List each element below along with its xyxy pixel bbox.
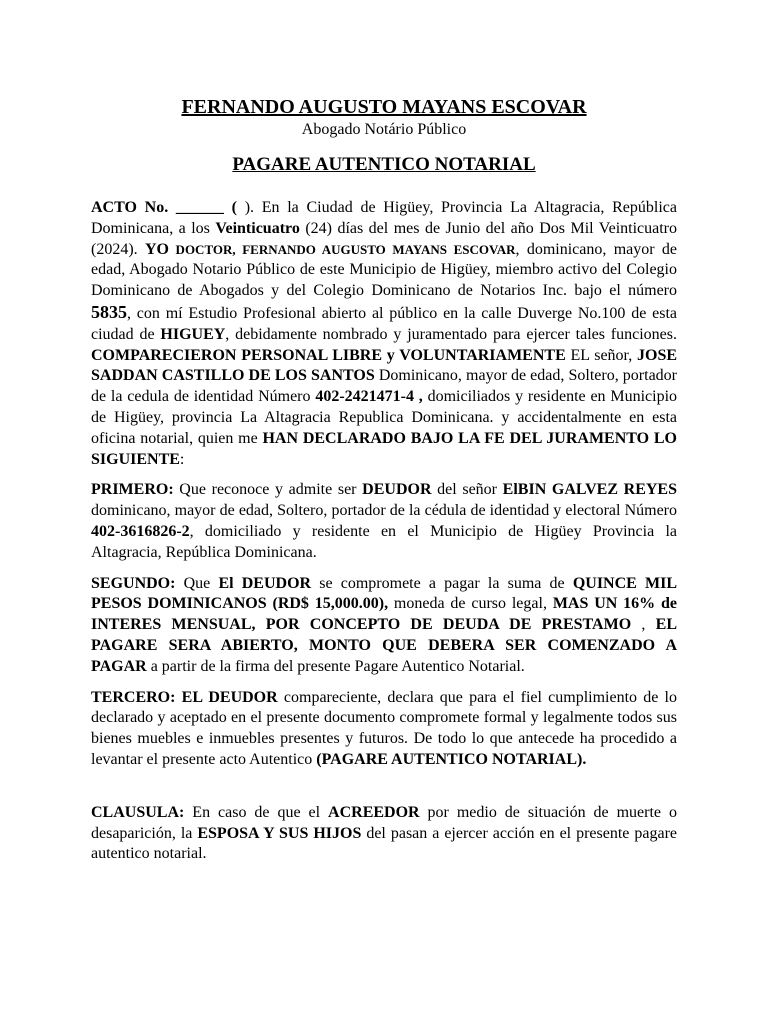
clausula-label: CLAUSULA: bbox=[91, 803, 185, 821]
clausula-text: por medio de situación de muerte o desaparición, la bbox=[91, 803, 677, 842]
paragraph-segundo bbox=[91, 574, 677, 678]
primero-text: dominicano, mayor de edad, Soltero, portador de la cédula de identidad y electoral Número bbox=[91, 502, 677, 520]
document-title: PAGARE AUTENTICO NOTARIAL bbox=[232, 154, 536, 175]
acto-notary-number: 5835 bbox=[91, 301, 127, 322]
segundo-text: moneda de curso legal, bbox=[388, 595, 553, 613]
paragraph-primero bbox=[91, 480, 677, 563]
paragraph-clausula bbox=[91, 803, 677, 865]
acto-debtor-name: JOSE SADDAN CASTILLO DE LOS SANTOS bbox=[91, 346, 678, 385]
primero-text: Que reconoce y admite ser bbox=[173, 481, 363, 499]
tercero-text: compareciente, declara que para el fiel cumplimiento de lo declarado y aceptado en el presente documento compromete formal y legalmente todos sus bienes muebles e inmuebles presentes y futuros. De todo lo que antecede ha procedido a levantar el presente acto Autentico bbox=[91, 688, 678, 768]
primero-label: PRIMERO: bbox=[91, 481, 174, 499]
segundo-text: se compromete a pagar la suma de bbox=[311, 574, 573, 592]
acto-text: , dominicano, mayor de edad, Abogado Notario Público de este Municipio de Higüey, miembro activo del Colegio Dominicano de Abogados y del Colegio Dominicano de Notarios Inc. bajo el número bbox=[91, 240, 677, 300]
clausula-heirs: ESPOSA Y SUS HIJOS bbox=[197, 824, 362, 842]
acto-declaration: HAN DECLARADO BAJO LA FE DEL JURAMENTO LO SIGUIENTE bbox=[91, 429, 677, 468]
clausula-acreedor: ACREEDOR bbox=[328, 803, 420, 821]
paragraph-acto bbox=[91, 198, 677, 470]
acto-text: (24) días del mes de Junio del año Dos Mil Veinticuatro (2024). bbox=[91, 219, 678, 258]
primero-text: del señor bbox=[431, 481, 503, 499]
segundo-text: , bbox=[631, 616, 656, 634]
acto-label: ACTO No. ______ ( bbox=[91, 199, 237, 216]
acto-notary-name: DOCTOR, FERNANDO AUGUSTO MAYANS ESCOVAR bbox=[168, 241, 516, 257]
primero-creditor-name: ElBIN GALVEZ REYES bbox=[502, 481, 677, 499]
clausula-text: del pasan a ejercer acción en el presente pagare autentico notarial. bbox=[91, 824, 678, 863]
acto-text: domiciliados y residente en Municipio de Higüey, provincia La Altagracia Republica Dominicana. y accidentalmente en esta oficina notarial, quien me bbox=[91, 388, 678, 447]
primero-text: , domiciliado y residente en el Municipio de Higüey Provincia la Altagracia, República Dominicana. bbox=[91, 522, 677, 561]
tercero-label: TERCERO: EL DEUDOR bbox=[91, 688, 278, 706]
notary-title: Abogado Notário Público bbox=[301, 121, 467, 138]
acto-text: : bbox=[179, 450, 185, 468]
segundo-label: SEGUNDO: bbox=[91, 574, 176, 592]
document-body bbox=[91, 198, 677, 875]
primero-creditor-id: 402-3616826-2 bbox=[91, 522, 190, 540]
acto-comparecieron: COMPARECIERON PERSONAL LIBRE y VOLUNTARIAMENTE bbox=[91, 346, 566, 364]
acto-city: HIGUEY bbox=[160, 325, 226, 343]
primero-deudor: DEUDOR bbox=[362, 481, 432, 499]
acto-text: Dominicano, mayor de edad, Soltero, portador de la cedula de identidad Número bbox=[91, 367, 678, 406]
acto-text: , con mí Estudio Profesional abierto al público en la calle Duverge No.100 de esta ciudad de bbox=[91, 304, 677, 343]
paragraph-tercero bbox=[91, 688, 677, 771]
segundo-deudor: El DEUDOR bbox=[218, 574, 312, 592]
acto-text: EL señor, bbox=[565, 346, 637, 364]
segundo-text: a partir de la firma del presente Pagare Autentico Notarial. bbox=[146, 657, 525, 675]
acto-debtor-id: 402-2421471-4 , bbox=[315, 388, 423, 406]
segundo-text: Que bbox=[175, 574, 219, 592]
tercero-act-name: (PAGARE AUTENTICO NOTARIAL). bbox=[316, 750, 587, 768]
segundo-interest: MAS UN 16% de INTERES MENSUAL, POR CONCEPTO DE DEUDA DE PRESTAMO bbox=[91, 595, 677, 634]
notary-name: FERNANDO AUGUSTO MAYANS ESCOVAR bbox=[181, 96, 587, 118]
acto-text: ). En la Ciudad de Higüey, Provincia La Altagracia, República Dominicana, a los bbox=[91, 199, 677, 237]
acto-text: , debidamente nombrado y juramentado para ejercer tales funciones. bbox=[225, 325, 677, 343]
acto-day: Veinticuatro bbox=[215, 219, 300, 237]
segundo-terms: EL PAGARE SERA ABIERTO, MONTO QUE DEBERA SER COMENZADO A PAGAR bbox=[91, 616, 678, 675]
clausula-text: En caso de que el bbox=[184, 803, 329, 821]
segundo-amount: QUINCE MIL PESOS DOMINICANOS (RD$ 15,000.00), bbox=[91, 574, 677, 613]
acto-yo: YO bbox=[144, 240, 169, 258]
